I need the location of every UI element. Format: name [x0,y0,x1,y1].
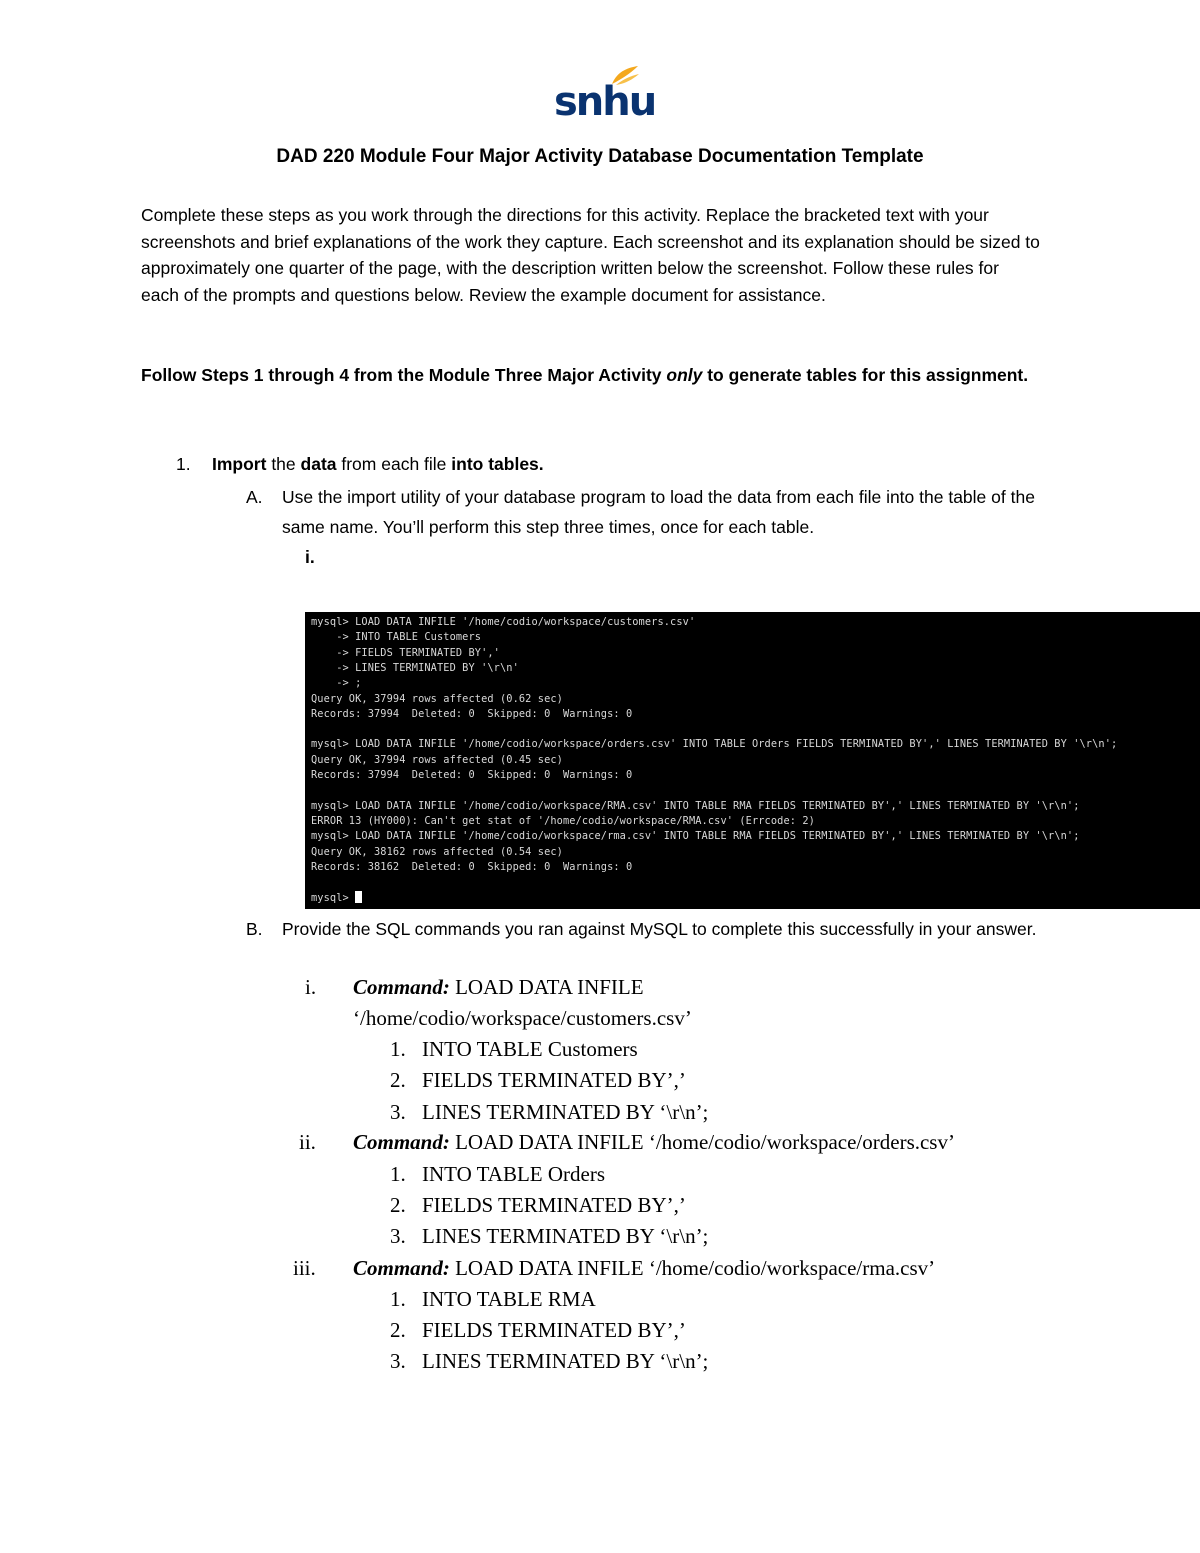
sub-number: 1. [390,1287,406,1311]
sub-text: FIELDS TERMINATED BY’,’ [422,1193,686,1217]
sub-number: 1. [390,1162,406,1186]
item-bold-into-tables: into tables. [451,454,544,474]
command-body: LOAD DATA INFILE [449,975,644,999]
terminal-line: mysql> LOAD DATA INFILE '/home/codio/workspace/RMA.csv' INTO TABLE RMA FIELDS TERMINATED BY',' LINES TERMINATED BY '\r\n'; [311,799,1080,812]
command-label: Command: [353,1130,450,1154]
sub-number: 2. [390,1318,406,1342]
command-text [353,1127,955,1158]
sub-number: 2. [390,1068,406,1092]
item-bold-data: data [300,454,337,474]
sub-text: LINES TERMINATED BY ‘\r\n’; [422,1224,709,1248]
terminal-line: -> INTO TABLE Customers [311,631,482,644]
terminal-line: Records: 37994 Deleted: 0 Skipped: 0 Warnings: 0 [311,707,633,720]
step-a-text: Use the import utility of your database program to load the data from each file into the table of the same name. You’ll perform this step three times, once for each table. [282,487,1035,537]
terminal-line: -> ; [311,677,362,690]
terminal-line: Query OK, 37994 rows affected (0.62 sec) [311,692,563,705]
sub-text: FIELDS TERMINATED BY’,’ [422,1068,686,1092]
sub-text: INTO TABLE Orders [422,1162,606,1186]
list-number: 1. [176,454,191,474]
document-title: DAD 220 Module Four Major Activity Database Documentation Template [276,146,924,167]
sub-text: INTO TABLE RMA [422,1287,596,1311]
item-text-the: the [266,454,301,474]
command-text [353,972,644,1003]
terminal-line: Query OK, 38162 rows affected (0.54 sec) [311,845,563,858]
item-bold-import: Import [212,454,267,474]
terminal-line: -> LINES TERMINATED BY '\r\n' [311,661,519,674]
roman-numeral: i. [305,975,317,999]
terminal-line: Query OK, 37994 rows affected (0.45 sec) [311,753,563,766]
sub-text: FIELDS TERMINATED BY’,’ [422,1318,686,1342]
note-text-before: Follow Steps 1 through 4 from the Module Three Major Activity [141,365,667,385]
command-body: LOAD DATA INFILE ‘/home/codio/workspace/orders.csv’ [449,1130,955,1154]
logo-wordmark: snhu [554,79,656,125]
terminal-line: ERROR 13 (HY000): Can't get stat of '/home/codio/workspace/RMA.csv' (Errcode: 2) [311,814,815,827]
sub-number: 3. [390,1224,406,1248]
item-text-from: from each file [336,454,452,474]
step-a-label: A. [246,487,263,507]
terminal-line: mysql> LOAD DATA INFILE '/home/codio/workspace/rma.csv' INTO TABLE RMA FIELDS TERMINATED BY',' LINES TERMINATED BY '\r\n'; [311,830,1080,843]
terminal-line: Records: 37994 Deleted: 0 Skipped: 0 Warnings: 0 [311,769,633,781]
note-text-after: to generate tables for this assignment. [702,365,1029,385]
terminal-line: mysql> [311,891,362,905]
snhu-logo [552,64,656,126]
terminal-line: mysql> LOAD DATA INFILE '/home/codio/workspace/orders.csv' INTO TABLE Orders FIELDS TERMINATED BY',' LINES TERMINATED BY '\r\n'; [311,738,1118,751]
command-body: LOAD DATA INFILE ‘/home/codio/workspace/rma.csv’ [449,1256,936,1280]
intro-text: Complete these steps as you work through the directions for this activity. Replace the bracketed text with your screenshots and brief explanations of the work they capture. Each screenshot and its explanation should be sized to approximately one quarter of the page, with the description written below the screenshot. Follow these rules for each of the prompts and questions below. Review the example document for assistance. [141,205,1040,305]
sub-text: INTO TABLE Customers [422,1037,638,1061]
terminal-screenshot [305,612,1200,909]
instruction-note [141,360,1041,390]
command-label: Command: [353,1256,450,1280]
terminal-line: Records: 38162 Deleted: 0 Skipped: 0 Warnings: 0 [311,860,633,873]
step-b-label: B. [246,919,263,939]
sub-text: LINES TERMINATED BY ‘\r\n’; [422,1349,709,1373]
terminal-line: -> FIELDS TERMINATED BY',' [311,646,507,659]
command-text [353,1253,935,1284]
terminal-cursor [355,891,362,903]
command-label: Command: [353,975,450,999]
step-a-sub-label: i. [305,547,315,567]
command-continuation: ‘/home/codio/workspace/customers.csv’ [353,1006,692,1030]
step-b-text: Provide the SQL commands you ran against MySQL to complete this successfully in your answer. [282,919,1037,939]
terminal-line: mysql> LOAD DATA INFILE '/home/codio/workspace/customers.csv' [311,616,696,628]
intro-paragraph [141,202,1041,308]
sub-number: 1. [390,1037,406,1061]
roman-numeral: ii. [299,1130,316,1154]
list-item-text [212,451,544,477]
sub-number: 3. [390,1100,406,1124]
sub-number: 3. [390,1349,406,1373]
roman-numeral: iii. [293,1256,316,1280]
sub-number: 2. [390,1193,406,1217]
sub-text: LINES TERMINATED BY ‘\r\n’; [422,1100,709,1124]
note-emphasis: only [666,365,703,385]
